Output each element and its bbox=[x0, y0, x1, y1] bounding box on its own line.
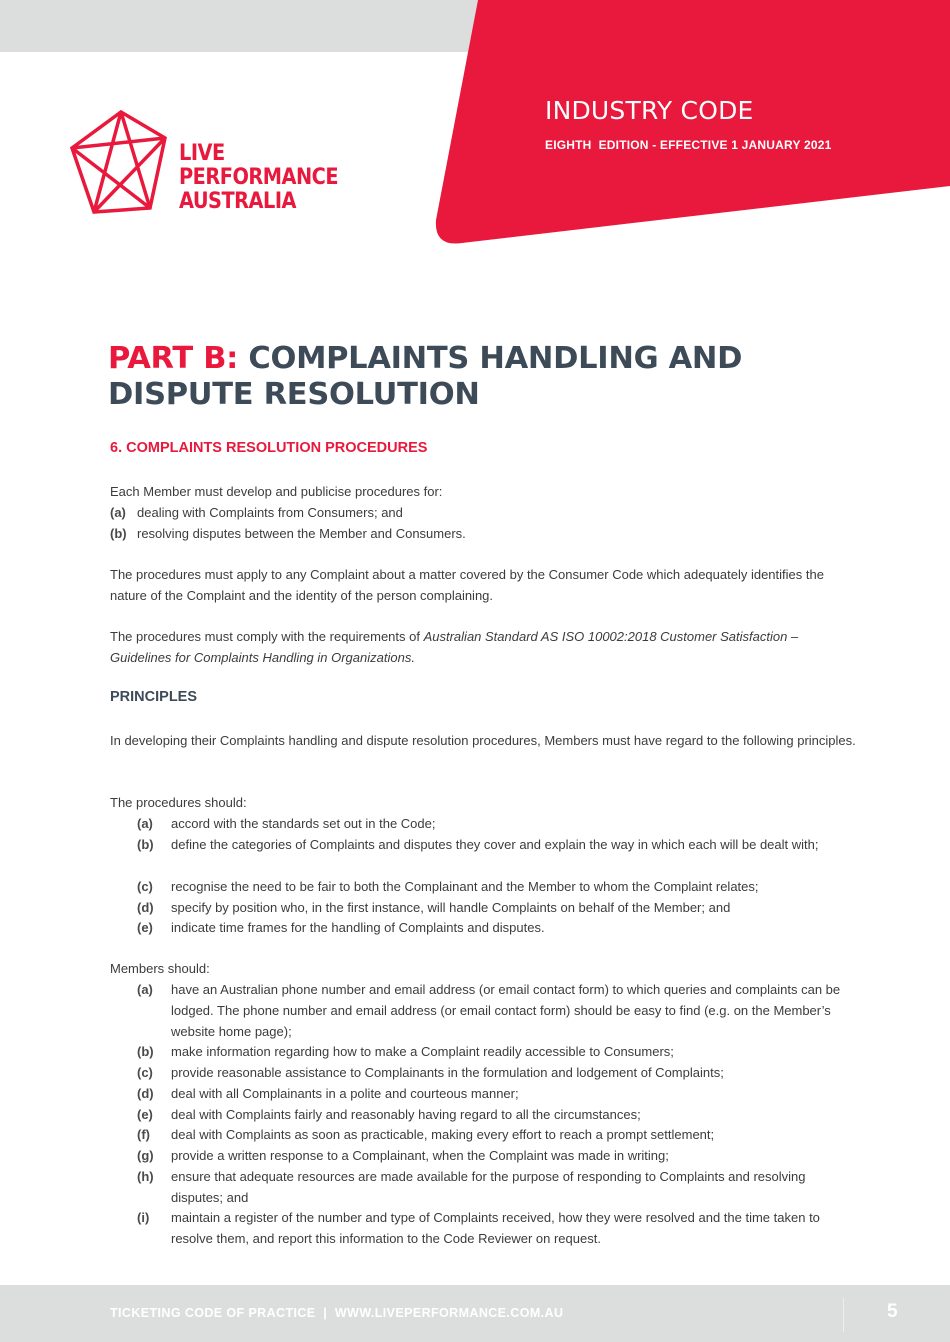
paragraph: In developing their Complaints handling and dispute resolution procedures, Members must have regard to the following principles. bbox=[110, 733, 856, 748]
list-item-text: make information regarding how to make a Complaint readily accessible to Consumers; bbox=[171, 1044, 674, 1059]
header-title: INDUSTRY CODE bbox=[545, 96, 754, 125]
list-item-text: define the categories of Complaints and disputes they cover and explain the way in which each will be dealt with; bbox=[171, 837, 819, 852]
list-item-text: maintain a register of the number and type of Complaints received, how they were resolved and the time taken to resolve them, and report this information to the Code Reviewer on request. bbox=[171, 1210, 820, 1246]
list-item-label: (f) bbox=[137, 1127, 150, 1142]
list-item-label: (e) bbox=[137, 1107, 153, 1122]
section-intro: Each Member must develop and publicise procedures for: bbox=[110, 484, 443, 499]
list-item-text: resolving disputes between the Member and Consumers. bbox=[137, 526, 466, 541]
list-item-label: (i) bbox=[137, 1210, 150, 1225]
part-label: PART B: bbox=[108, 341, 239, 376]
list-item-label: (b) bbox=[137, 837, 154, 852]
list-item-text: indicate time frames for the handling of Complaints and disputes. bbox=[171, 920, 545, 935]
procedures-lead: The procedures should: bbox=[110, 795, 247, 810]
standard-reference: Australian Standard AS ISO 10002:2018 Customer Satisfaction – Guidelines for Complaints Handling in Organizations. bbox=[110, 629, 799, 665]
list-item-label: (a) bbox=[137, 982, 153, 997]
list-item-label: (e) bbox=[137, 920, 153, 935]
part-title-text: COMPLAINTS HANDLING AND DISPUTE RESOLUTION bbox=[108, 341, 743, 412]
section-heading: 6. COMPLAINTS RESOLUTION PROCEDURES bbox=[110, 440, 428, 456]
list-item-label: (d) bbox=[137, 900, 154, 915]
page-title bbox=[108, 341, 868, 413]
list-item-label: (b) bbox=[137, 1044, 154, 1059]
header-subtitle: EIGHTH EDITION - EFFECTIVE 1 JANUARY 2021 bbox=[545, 138, 832, 152]
footer-text: TICKETING CODE OF PRACTICE | WWW.LIVEPERFORMANCE.COM.AU bbox=[110, 1306, 564, 1320]
list-item-label: (a) bbox=[110, 505, 126, 520]
list-item-label: (a) bbox=[137, 816, 153, 831]
list-item-label: (g) bbox=[137, 1148, 154, 1163]
principles-heading: PRINCIPLES bbox=[110, 689, 198, 705]
list-item-text: deal with Complaints as soon as practicable, making every effort to reach a prompt settlement; bbox=[171, 1127, 715, 1142]
list-item-text: deal with all Complainants in a polite and courteous manner; bbox=[171, 1086, 519, 1101]
list-item-text: specify by position who, in the first instance, will handle Complaints on behalf of the Member; and bbox=[171, 900, 731, 915]
members-lead: Members should: bbox=[110, 961, 210, 976]
paragraph bbox=[110, 626, 860, 668]
list-item-text: accord with the standards set out in the Code; bbox=[171, 816, 436, 831]
paragraph: The procedures must apply to any Complaint about a matter covered by the Consumer Code which adequately identifies the nature of the Complaint and the identity of the person complaining. bbox=[110, 567, 824, 603]
logo-line-3: AUSTRALIA bbox=[179, 188, 296, 214]
list-item-text: have an Australian phone number and email address (or email contact form) to which queries and complaints can be lodged. The phone number and email address (or email contact form) should be easy to find (e.g. on the Member’s website home page); bbox=[171, 982, 841, 1039]
page-number: 5 bbox=[887, 1301, 898, 1322]
footer-divider bbox=[843, 1298, 844, 1332]
logo-line-1: LIVE bbox=[179, 140, 225, 166]
list-item-label: (c) bbox=[137, 1065, 153, 1080]
list-item-text: provide reasonable assistance to Complainants in the formulation and lodgement of Complaints; bbox=[171, 1065, 724, 1080]
list-item-text: ensure that adequate resources are made available for the purpose of responding to Complaints and resolving disputes; and bbox=[171, 1169, 806, 1205]
logo-wordmark bbox=[179, 141, 338, 213]
list-item-label: (h) bbox=[137, 1169, 154, 1184]
list-item-text: provide a written response to a Complainant, when the Complaint was made in writing; bbox=[171, 1148, 669, 1163]
list-item-text: deal with Complaints fairly and reasonably having regard to all the circumstances; bbox=[171, 1107, 641, 1122]
list-item-label: (c) bbox=[137, 879, 153, 894]
list-item-label: (b) bbox=[110, 526, 127, 541]
paragraph-text: The procedures must comply with the requirements of bbox=[110, 629, 424, 644]
list-item-text: recognise the need to be fair to both the Complainant and the Member to whom the Complaint relates; bbox=[171, 879, 759, 894]
list-item-text: dealing with Complaints from Consumers; and bbox=[137, 505, 403, 520]
logo-line-2: PERFORMANCE bbox=[179, 164, 339, 190]
list-item-label: (d) bbox=[137, 1086, 154, 1101]
